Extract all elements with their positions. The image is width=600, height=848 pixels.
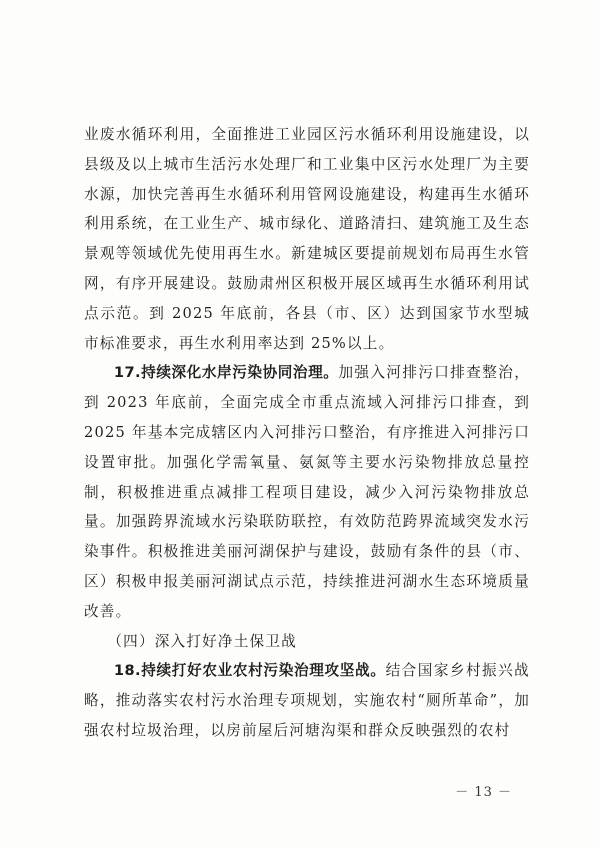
item-17-heading: 17.持续深化水岸污染协同治理。 xyxy=(113,364,339,382)
item-18-text: 结合国家乡村振兴战略，推动落实农村污水治理专项规划，实施农村“厕所革命”，加强农村垃圾治理，以房前屋后河塘沟渠和群众反映强烈的农村 xyxy=(84,662,530,739)
paragraph-item-17 xyxy=(84,358,530,626)
paragraph-item-18 xyxy=(84,656,530,745)
page-number: － 13 － xyxy=(455,785,512,800)
body-text xyxy=(84,120,530,746)
item-18-heading: 18.持续打好农业农村污染治理攻坚战。 xyxy=(113,662,386,680)
paragraph-text: 业废水循环利用，全面推进工业园区污水循环利用设施建设，以县级及以上城市生活污水处理厂和工业集中区污水处理厂为主要水源，加快完善再生水循环利用管网设施建设，构建再生水循环利用系统，在工业生产、城市绿化、道路清扫、建筑施工及生态景观等领域优先使用再生水。新建城区要提前规划布局再生水管网，有序开展建设。鼓励肃州区积极开展区域再生水循环利用试点示范。到 2025 年底前，各县（市、区）达到国家节水型城市标准要求，再生水利用率达到 25%以上。 xyxy=(84,126,530,352)
paragraph-continued xyxy=(84,120,530,358)
section-heading: （四）深入打好净土保卫战 xyxy=(107,632,297,650)
item-17-text: 加强入河排污口排查整治，到 2023 年底前，全面完成全市重点流域入河排污口排查，到 2025 年基本完成辖区内入河排污口整治，有序推进入河排污口设置审批。加强化学需氧量、氨氮等主要水污染物排放总量控制，积极推进重点减排工程项目建设，减少入河污染物排放总量。加强跨界流域水污染联防联控，有效防范跨界流域突发水污染事件。积极推进美丽河湖保护与建设，鼓励有条件的县（市、区）积极申报美丽河湖试点示范，持续推进河湖水生态环境质量改善。 xyxy=(84,364,530,620)
